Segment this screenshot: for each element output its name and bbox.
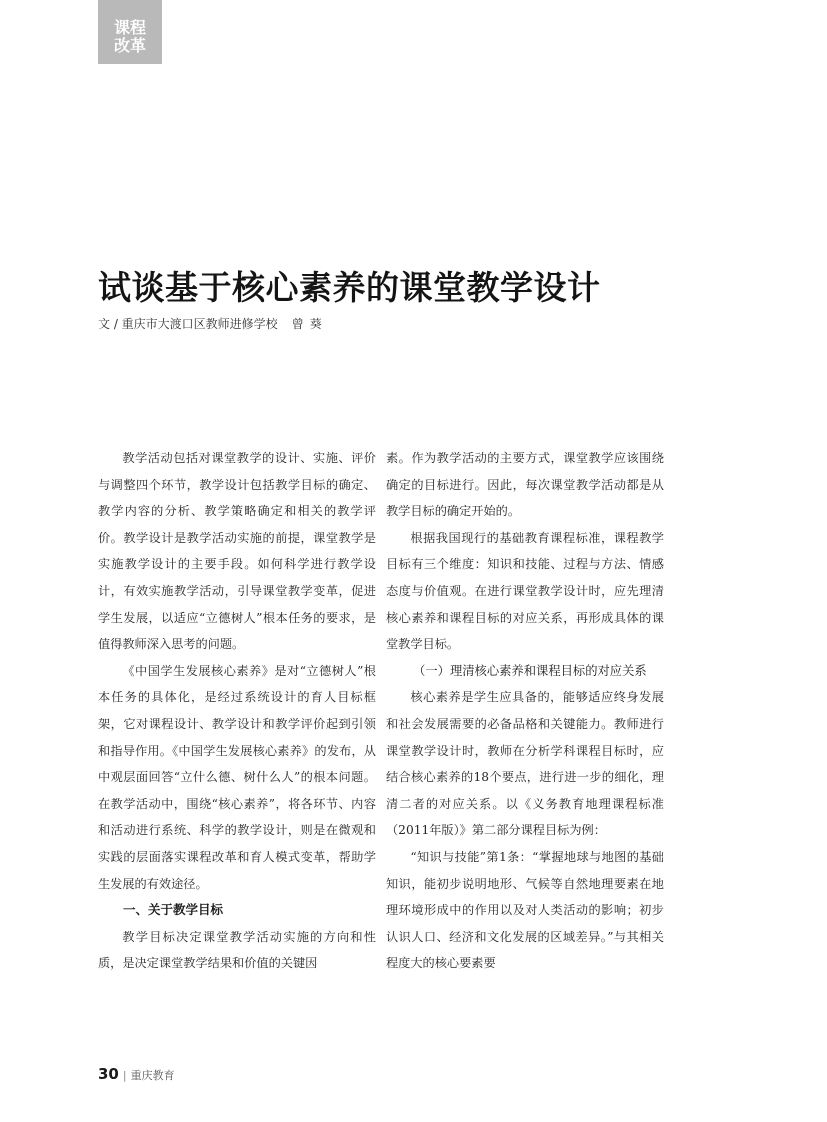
paragraph: “知识与技能”第1条：“掌握地球与地图的基础知识，能初步说明地形、气候等自然地理要素在地理环境形成中的作用以及对人类活动的影响；初步认识人口、经济和文化发展的区域差异。”与其相关程度大的核心要素要 (386, 849, 664, 971)
page-footer (98, 1063, 175, 1087)
paragraph: 教学活动包括对课堂教学的设计、实施、评价与调整四个环节，教学设计包括教学目标的确定、教学内容的分析、教学策略确定和相关的教学评价。教学设计是教学活动实施的前提，课堂教学是实施教学设计的主要手段。如何科学进行教学设计，有效实施教学活动，引导课堂教学变革，促进学生发展，以适应“立德树人”根本任务的要求，是值得教师深入思考的问题。 (98, 451, 376, 652)
footer-separator: | (122, 1069, 127, 1082)
section-tag-line2: 改革 (114, 36, 147, 55)
byline-author: 曾葵 (291, 317, 328, 331)
paragraph: 《中国学生发展核心素养》是对“立德树人”根本任务的具体化，是经过系统设计的育人目标框架，它对课程设计、教学设计和教学评价起到引领和指导作用。《中国学生发展核心素养》的发布，从中观层面回答“立什么德、树什么人”的根本问题。在教学活动中，围绕“核心素养”，将各环节、内容和活动进行系统、科学的教学设计，则是在微观和实践的层面落实课程改革和育人模式变革，帮助学生发展的有效途径。 (98, 663, 376, 891)
journal-name: 重庆教育 (130, 1069, 175, 1082)
byline-affiliation: 文 / 重庆市大渡口区教师进修学校 (98, 317, 278, 331)
right-column (386, 445, 664, 977)
section-tag (98, 0, 162, 64)
paragraph: 教学目标决定课堂教学活动实施的方向和性质，是决定课堂教学结果和价值的关键因 (98, 929, 376, 971)
subsection-heading: （一）理清核心素养和课程目标的对应关系 (413, 663, 647, 678)
byline (98, 315, 328, 333)
left-column (98, 445, 376, 977)
article-title: 试谈基于核心素养的课堂教学设计 (98, 268, 601, 307)
paragraph: 根据我国现行的基础教育课程标准，课程教学目标有三个维度：知识和技能、过程与方法、情感态度与价值观。在进行课堂教学设计时，应先理清核心素养和课程目标的对应关系，再形成具体的课堂教学目标。 (386, 530, 664, 652)
section-tag-line1: 课程 (114, 18, 147, 37)
section-heading: 一、关于教学目标 (123, 902, 224, 918)
paragraph: 核心素养是学生应具备的，能够适应终身发展和社会发展需要的必备品格和关键能力。教师进行课堂教学设计时，教师在分析学科课程目标时，应结合核心素养的18个要点，进行进一步的细化，理清二者的对应关系。以《义务教育地理课程标准（2011年版）》第二部分课程目标为例： (386, 690, 664, 838)
paragraph: 素。作为教学活动的主要方式，课堂教学应该围绕确定的目标进行。因此，每次课堂教学活动都是从教学目标的确定开始的。 (386, 451, 664, 519)
page-number: 30 (98, 1065, 119, 1083)
